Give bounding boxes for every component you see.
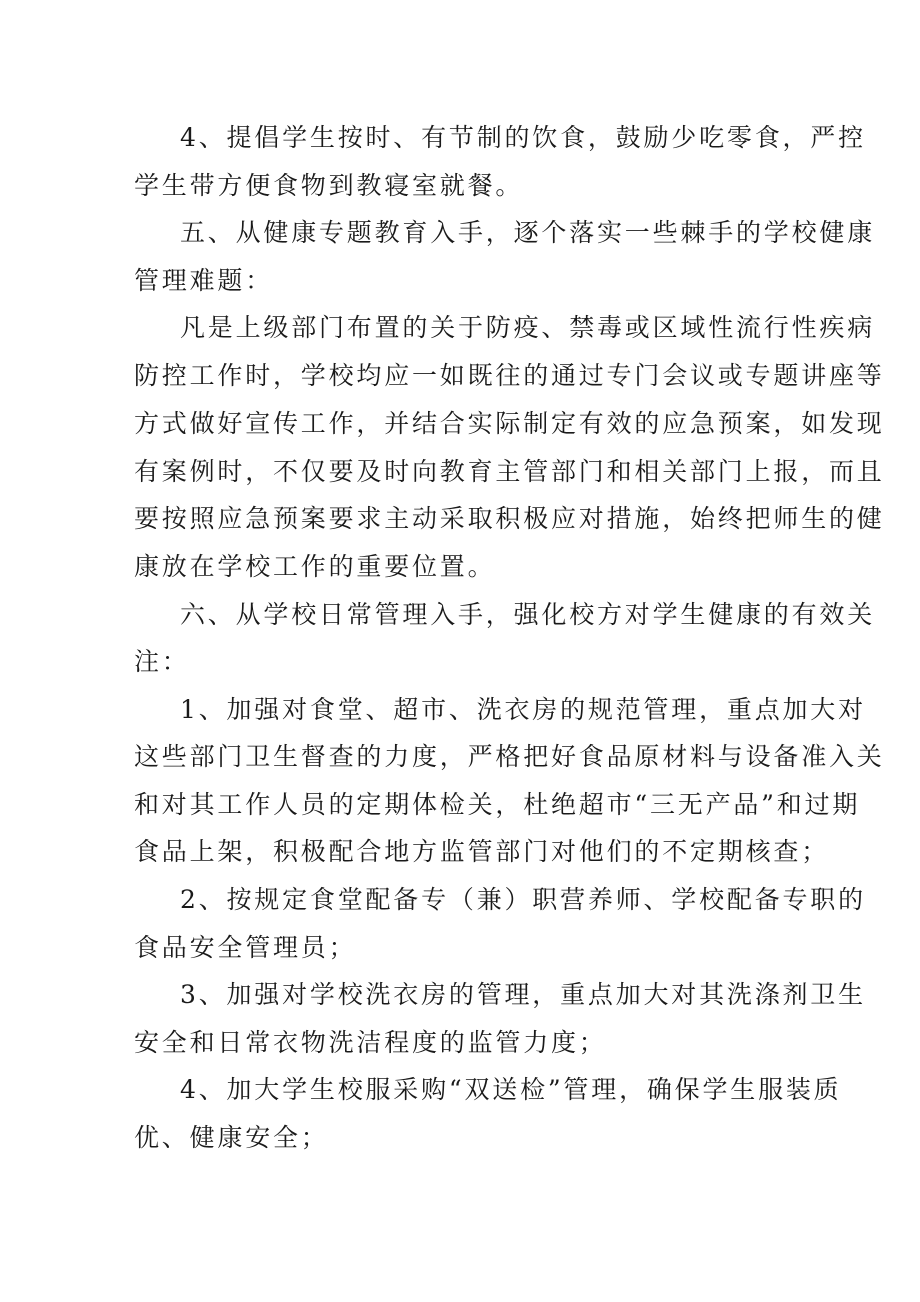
paragraph-6-line-1: 2、按规定食堂配备专（兼）职营养师、学校配备专职的 <box>180 885 866 914</box>
paragraph-5-line-1: 1、加强对食堂、超市、洗衣房的规范管理，重点加大对 <box>180 695 866 724</box>
paragraph-3-line-2: 防控工作时，学校均应一如既往的通过专门会议或专题讲座等 <box>134 361 885 390</box>
paragraph-1-line-1: 4、提倡学生按时、有节制的饮食，鼓励少吃零食，严控 <box>180 123 866 152</box>
section-heading-5-line-1: 五、从健康专题教育入手，逐个落实一些棘手的学校健康 <box>180 218 876 247</box>
paragraph-3-line-5: 要按照应急预案要求主动采取积极应对措施，始终把师生的健 <box>134 504 885 533</box>
paragraph-1-line-2: 学生带方便食物到教寝室就餐。 <box>134 171 524 200</box>
paragraph-8-line-1: 4、加大学生校服采购“双送检”管理，确保学生服装质 <box>180 1075 842 1104</box>
section-heading-6-line-2: 注： <box>134 647 190 676</box>
paragraph-5-line-2: 这些部门卫生督查的力度，严格把好食品原材料与设备准入关 <box>134 742 885 771</box>
paragraph-5-line-4: 食品上架，积极配合地方监管部门对他们的不定期核查； <box>134 837 830 866</box>
paragraph-3-line-4: 有案例时，不仅要及时向教育主管部门和相关部门上报，而且 <box>134 457 885 486</box>
paragraph-7-line-1: 3、加强对学校洗衣房的管理，重点加大对其洗涤剂卫生 <box>180 980 866 1009</box>
paragraph-3-line-3: 方式做好宣传工作，并结合实际制定有效的应急预案，如发现 <box>134 409 885 438</box>
paragraph-3-line-6: 康放在学校工作的重要位置。 <box>134 552 496 581</box>
paragraph-3-line-1: 凡是上级部门布置的关于防疫、禁毒或区域性流行性疾病 <box>180 313 876 342</box>
paragraph-5-line-3: 和对其工作人员的定期体检关，杜绝超市“三无产品”和过期 <box>134 790 861 819</box>
paragraph-6-line-2: 食品安全管理员； <box>134 933 357 962</box>
section-heading-6-line-1: 六、从学校日常管理入手，强化校方对学生健康的有效关 <box>180 600 876 629</box>
paragraph-7-line-2: 安全和日常衣物洗洁程度的监管力度； <box>134 1028 607 1057</box>
section-heading-5-line-2: 管理难题： <box>134 266 274 295</box>
paragraph-8-line-2: 优、健康安全； <box>134 1123 329 1152</box>
